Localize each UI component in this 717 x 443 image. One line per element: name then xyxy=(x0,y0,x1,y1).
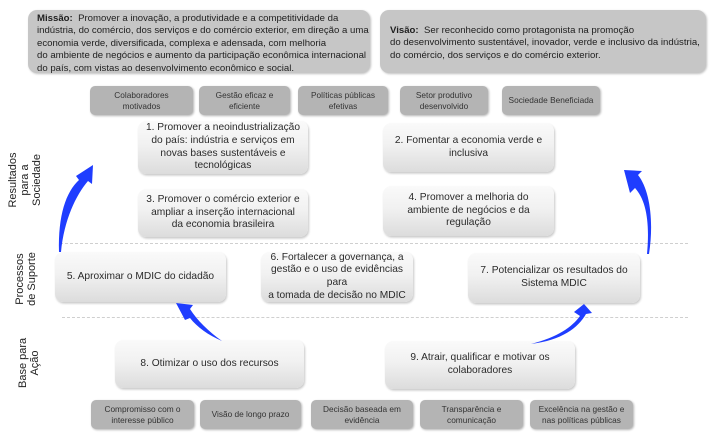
obj-text: 7. Potencializar os resultados do xyxy=(480,265,628,277)
pill-text: Excelência na gestão e xyxy=(538,404,625,414)
pill-text: Decisão baseada em xyxy=(323,404,401,414)
pill-text: interesse público xyxy=(111,414,174,425)
label-line: para a xyxy=(19,164,31,196)
obj-text: inclusiva xyxy=(448,147,489,159)
mission-line-2: indústria, do comércio, dos serviços e do comércio exterior, em direção a uma xyxy=(37,25,369,37)
pill-text: Gestão eficaz e xyxy=(215,90,274,100)
obj-text: ampliar a inserção internacional xyxy=(151,206,295,218)
obj-text: 1. Promover a neoindustrialização xyxy=(145,122,301,134)
obj-text: colaboradores xyxy=(447,365,513,376)
pill-text: comunicação xyxy=(447,414,496,425)
pill-text: Colaboradores xyxy=(114,90,169,100)
obj-text: 4. Promover a melhoria do xyxy=(408,192,529,204)
obj-text: regulação xyxy=(446,217,491,229)
obj-text: 2. Fomentar a economia verde e xyxy=(394,134,543,146)
pill-text: Transparência e xyxy=(441,404,502,414)
obj-text: novas bases sustentáveis e xyxy=(160,147,286,159)
vision-label: Visão: xyxy=(390,25,419,36)
pill-text: Visão de longo prazo xyxy=(211,409,290,420)
obj-text: 9. Atrair, qualificar e motivar os xyxy=(410,352,550,364)
obj-text: ambiente de negócios e da xyxy=(407,204,530,216)
label-line: de Suporte xyxy=(26,252,38,306)
mission-line-5: do país, com vistas ao desenvolvimento econômico e social. xyxy=(37,62,295,74)
label-line: Sociedade xyxy=(31,154,43,206)
mission-line-4: do ambiente de negócios e aumento da participação econômica internacional xyxy=(37,50,367,62)
pill-text: Setor produtivo xyxy=(415,90,473,100)
pill-text: desenvolvido xyxy=(419,100,469,111)
obj-text: da economia brasileira xyxy=(171,219,275,231)
label-line: Ação xyxy=(29,350,41,376)
vision-line-3: do comércio, dos serviços e do comércio exterior. xyxy=(390,49,601,61)
pill-text: motivados xyxy=(122,100,161,111)
obj-text: a tomada de decisão no MDIC xyxy=(268,289,406,301)
pill-text: evidência xyxy=(344,414,380,425)
obj-text: 6. Fortalecer a governança, a xyxy=(270,251,404,263)
obj-text: 8. Otimizar o uso dos recursos xyxy=(140,357,279,369)
vision-line-2: do desenvolvimento sustentável, inovador, verde e inclusivo da indústria, xyxy=(390,37,700,49)
obj-text: gestão e o uso de evidências para xyxy=(271,264,403,288)
pill-text: nas políticas públicas xyxy=(542,414,621,425)
obj-text: 3. Promover o comércio exterior e xyxy=(146,194,300,206)
obj-text: Sistema MDIC xyxy=(521,278,587,289)
mission-text: Promover a inovação, a produtividade e a competitividade da xyxy=(78,13,339,24)
obj-text: 5. Aproximar o MDIC do cidadão xyxy=(66,270,215,282)
pill-text: efetivas xyxy=(328,100,358,111)
pill-text: Compromisso com o xyxy=(104,404,181,414)
obj-text: tecnológicas xyxy=(194,160,252,172)
pill-text: Políticas públicas xyxy=(310,90,376,100)
pill-text: Sociedade Beneficiada xyxy=(508,95,594,106)
label-line: Resultados xyxy=(7,152,19,208)
pill-text: eficiente xyxy=(229,100,260,111)
obj-text: do país: indústria e serviços em xyxy=(151,134,295,146)
vision-text: Ser reconhecido como protagonista na promoção xyxy=(423,25,635,36)
label-line: Processos xyxy=(14,253,26,305)
mission-line-3: economia verde, diversificada, complexa e adensada, com melhoria xyxy=(37,37,327,49)
label-line: Base para xyxy=(17,337,29,388)
mission-label: Missão: xyxy=(37,13,73,24)
